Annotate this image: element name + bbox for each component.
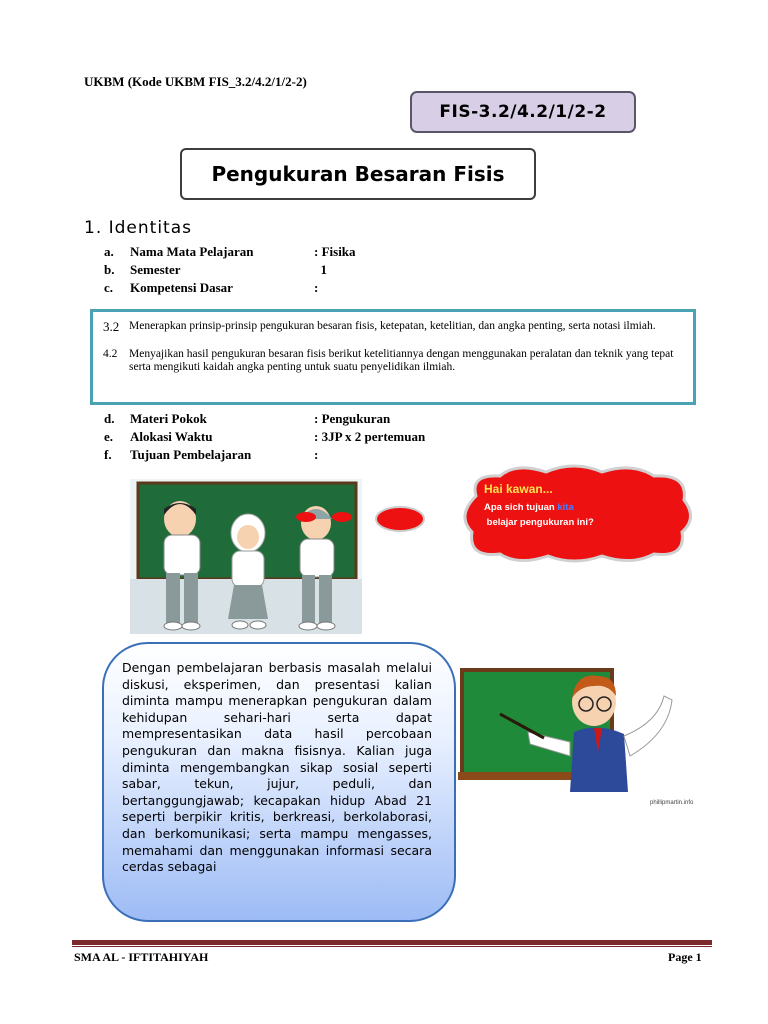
kompetensi-text: Menyajikan hasil pengukuran besaran fisis berikut ketelitiannya dengan menggunakan peralatan dan teknik yang tepat serta mengikuti kaidah angka penting untuk suatu penyelidikan ilmiah. <box>129 348 674 373</box>
row-value: : <box>314 447 319 462</box>
row-key: f. <box>104 447 112 462</box>
kompetensi-number: 3.2 <box>103 319 120 334</box>
code-badge: FIS-3.2/4.2/1/2-2 <box>410 91 636 133</box>
section-heading-identitas: 1. Identitas <box>84 218 192 238</box>
teacher-credit: phillipmartin.info <box>650 800 694 806</box>
kompetensi-text: Menerapkan prinsip-prinsip pengukuran besaran fisis, ketepatan, ketelitian, dan angka penting, serta notasi ilmiah. <box>129 320 656 332</box>
row-label: Tujuan Pembelajaran <box>130 447 252 462</box>
teacher-illustration <box>458 662 694 810</box>
bubble-question-part: Apa sich tujuan <box>484 502 558 513</box>
row-value: : 3JP x 2 pertemuan <box>314 429 426 444</box>
ukbm-code-header: UKBM (Kode UKBM FIS_3.2/4.2/1/2-2) <box>84 74 307 89</box>
footer-rule <box>72 940 712 945</box>
kompetensi-number: 4.2 <box>103 348 118 360</box>
footer-school: SMA AL - IFTITAHIYAH <box>74 950 209 964</box>
row-label: Semester <box>130 262 181 277</box>
row-key: a. <box>104 244 114 259</box>
bubble-title: Hai kawan... <box>484 482 553 496</box>
bubble-question-part: belajar pengukuran ini? <box>484 517 594 528</box>
row-key: c. <box>104 280 114 295</box>
page-title: Pengukuran Besaran Fisis <box>180 148 536 200</box>
row-label: Alokasi Waktu <box>130 429 213 444</box>
row-key: e. <box>104 429 114 444</box>
row-value: : Fisika <box>314 244 356 259</box>
footer-rule-thin <box>72 946 712 947</box>
row-label: Materi Pokok <box>130 411 207 426</box>
learning-goal-text: Dengan pembelajaran berbasis masalah melalui diskusi, eksperimen, dan presentasi kalian diminta mampu menerapkan pengukuran dalam kehidupan sehari-hari serta dapat mempresentasikan data hasil percobaan pengukuran dan makna fisisnya. Kalian juga diminta mengembangkan sikap sosial seperti sabar, tekun, jujur, peduli, dan bertanggungjawab; kecapakan hidup Abad 21 seperti berpikir kritis, berkreasi, berkolaborasi, dan berkomunikasi; serta mampu mengasses, memahami dan menggunakan informasi secara cerdas sebagai <box>122 660 432 875</box>
bubble-highlight: kita <box>557 502 574 513</box>
row-value: 1 <box>314 262 327 277</box>
row-label: Kompetensi Dasar <box>130 280 233 295</box>
row-value: : <box>314 280 319 295</box>
student-girl-icon <box>228 514 268 629</box>
bubble-question <box>484 500 674 530</box>
footer-page-number: Page 1 <box>668 950 702 964</box>
kompetensi-dasar-box <box>90 309 696 405</box>
row-label: Nama Mata Pelajaran <box>130 244 254 259</box>
students-illustration <box>130 479 362 634</box>
speech-bubble-text <box>484 482 674 530</box>
thought-dot-icon <box>370 500 430 536</box>
row-key: b. <box>104 262 115 277</box>
row-key: d. <box>104 411 115 426</box>
row-value: : Pengukuran <box>314 411 391 426</box>
